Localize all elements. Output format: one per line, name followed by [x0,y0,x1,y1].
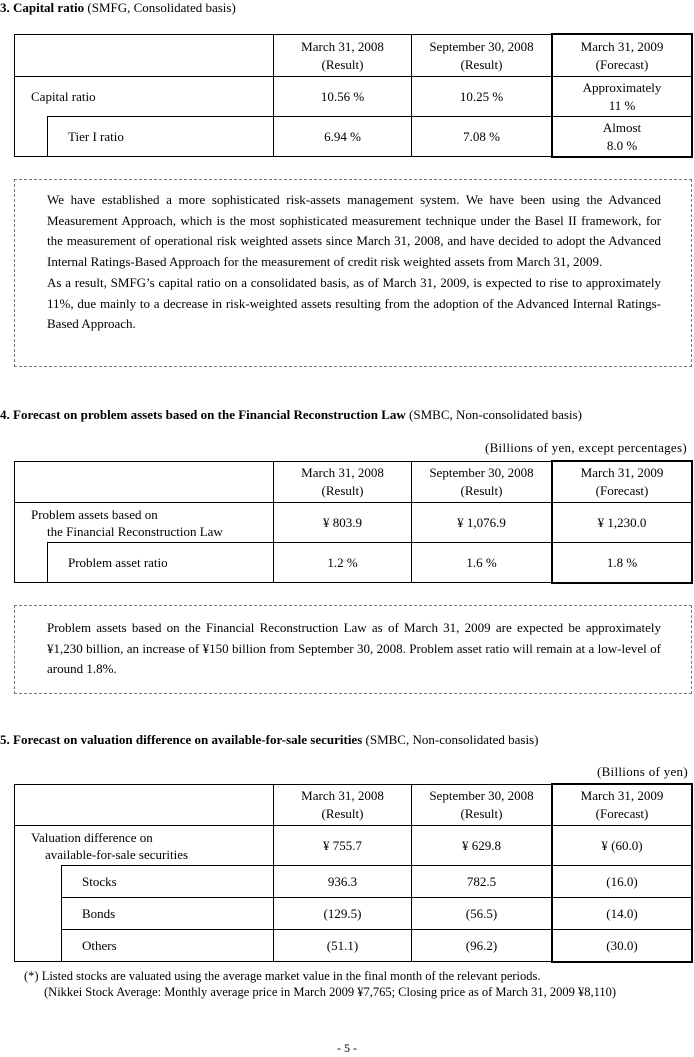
row-label: Capital ratio [15,77,274,117]
note-paragraph: Problem assets based on the Financial Reconstruction Law as of March 31, 2009 are expected be approximately ¥1,230 billion, an increase of ¥150 billion from September 30, 2008. Problem asset ratio will remain at a low-level of around 1.8%. [47,620,661,677]
note-paragraph: As a result, SMFG’s capital ratio on a consolidated basis, as of March 31, 2009, is expected to rise to approximately 11%, due mainly to a decrease in risk-weighted assets resulting from the adoption of the Advanced Internal Ratings-Based Approach. [47,274,661,332]
cell-value: ¥ 1,076.9 [412,503,552,543]
table-row [15,898,693,930]
column-header: March 31, 2009 (Forecast) [552,785,693,826]
section5-number: 5. [0,732,10,747]
table-row [15,543,693,583]
cell-value: (96.2) [412,930,552,962]
note-paragraph: We have established a more sophisticated risk-assets management system. We have been using the Advanced Measurement Approach, which is the most sophisticated measurement technique under the Basel II framework, for the measurement of operational risk weighted assets since March 31, 2008, and have decided to adopt the Advanced Internal Ratings-Based Approach for the measurement of credit risk weighted assets from March 31, 2009. [47,192,661,270]
cell-value: Approximately 11 % [552,77,693,117]
row-label: Others [62,930,274,962]
row-label: Tier I ratio [48,117,274,157]
problem-assets-note [14,605,692,694]
column-header: March 31, 2008 (Result) [274,462,412,503]
column-header: March 31, 2009 (Forecast) [552,462,693,503]
cell-value: ¥ 1,230.0 [552,503,693,543]
cell-value: 10.56 % [274,77,412,117]
page-number: - 5 - [337,1041,357,1055]
capital-ratio-table [14,34,693,157]
cell-value: 1.2 % [274,543,412,583]
cell-value: (51.1) [274,930,412,962]
table-header-row [15,462,693,503]
table-header-row [15,35,693,77]
section4-title: Forecast on problem assets based on the Financial Reconstruction Law [13,407,406,422]
cell-value: 10.25 % [412,77,552,117]
section4-number: 4. [0,407,10,422]
cell-value: (56.5) [412,898,552,930]
cell-value: 936.3 [274,866,412,898]
column-header: September 30, 2008 (Result) [412,462,552,503]
row-label: Stocks [62,866,274,898]
column-header: March 31, 2009 (Forecast) [552,35,693,77]
row-label: Bonds [62,898,274,930]
section4-scope: (SMBC, Non-consolidated basis) [409,407,582,422]
section5-heading [0,732,538,748]
row-label: Problem asset ratio [48,543,274,583]
problem-assets-table [14,461,693,583]
section3-title: Capital ratio [13,0,85,15]
section4-unit: (Billions of yen, except percentages) [484,440,687,455]
cell-value: 6.94 % [274,117,412,157]
table-header-row [15,785,693,826]
section5-unit: (Billions of yen) [596,764,688,779]
table-row [15,503,693,543]
table-row [15,930,693,962]
section3-heading [0,0,236,16]
column-header: March 31, 2008 (Result) [274,785,412,826]
section5-title: Forecast on valuation difference on available-for-sale securities [13,732,363,747]
table-row [15,866,693,898]
cell-value: (30.0) [552,930,693,962]
section3-scope: (SMFG, Consolidated basis) [87,0,236,15]
valuation-difference-table [14,784,693,962]
cell-value: Almost 8.0 % [552,117,693,157]
cell-value: 782.5 [412,866,552,898]
column-header: September 30, 2008 (Result) [412,35,552,77]
footnote: (Nikkei Stock Average: Monthly average price in March 2009 ¥7,765; Closing price as of March 31, 2009 ¥8,110) [44,985,617,999]
cell-value: ¥ (60.0) [552,826,693,866]
cell-value: (16.0) [552,866,693,898]
section3-number: 3. [0,0,10,15]
section4-heading [0,407,582,423]
column-header: September 30, 2008 (Result) [412,785,552,826]
table-row [15,117,693,157]
row-label: Problem assets based on the Financial Reconstruction Law [15,503,274,543]
table-row [15,77,693,117]
section5-scope: (SMBC, Non-consolidated basis) [365,732,539,747]
cell-value: (14.0) [552,898,693,930]
cell-value: 1.6 % [412,543,552,583]
cell-value: ¥ 803.9 [274,503,412,543]
table-row [15,826,693,866]
capital-ratio-note [14,179,692,367]
column-header: March 31, 2008 (Result) [274,35,412,77]
cell-value: ¥ 629.8 [412,826,552,866]
footnote: (*) Listed stocks are valuated using the average market value in the final month of the relevant periods. [24,969,541,983]
cell-value: (129.5) [274,898,412,930]
row-label: Valuation difference on available-for-sale securities [15,826,274,866]
cell-value: 1.8 % [552,543,693,583]
cell-value: ¥ 755.7 [274,826,412,866]
cell-value: 7.08 % [412,117,552,157]
